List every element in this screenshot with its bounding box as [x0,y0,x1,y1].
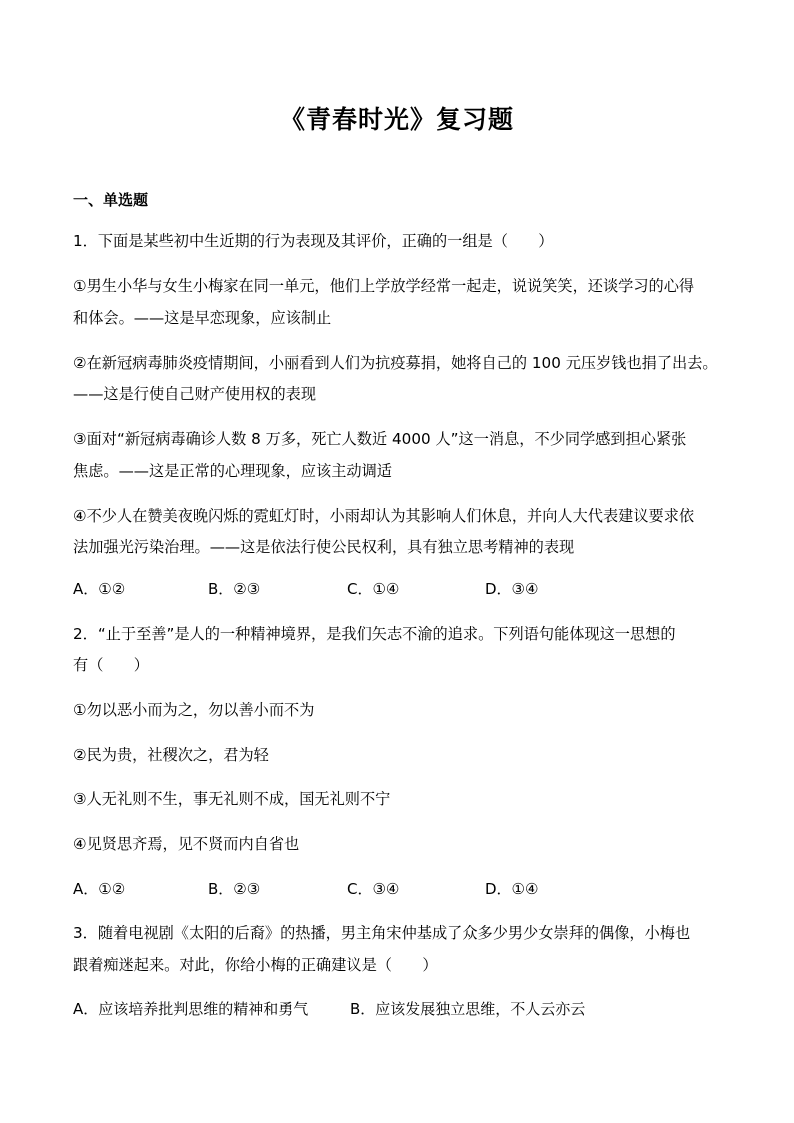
q1-option-c: C．①④ [347,580,400,598]
q1-item1-line1: ①男生小华与女生小梅家在同一单元，他们上学放学经常一起走，说说笑笑，还谈学习的心得 [73,277,695,295]
q3-stem-line1: 3．随着电视剧《太阳的后裔》的热播，男主角宋仲基成了众多少男少女崇拜的偶像，小梅也 [73,924,691,942]
q1-item1-line2: 和体会。——这是早恋现象，应该制止 [73,309,332,327]
q1-item3-line1: ③面对“新冠病毒确诊人数 8 万多，死亡人数近 4000 人”这一消息，不少同学感到担心紧张 [73,430,687,448]
q3-stem-line2: 跟着痴迷起来。对此，你给小梅的正确建议是（ ） [73,956,438,974]
q2-option-b: B．②③ [208,880,261,898]
q2-option-d: D．①④ [485,880,539,898]
q1-item3-line2: 焦虑。——这是正常的心理现象，应该主动调适 [73,462,392,480]
q1-stem: 1．下面是某些初中生近期的行为表现及其评价，正确的一组是（ ） [73,232,554,250]
q2-item2: ②民为贵，社稷次之，君为轻 [73,746,269,764]
q2-item1: ①勿以恶小而为之，勿以善小而不为 [73,701,315,719]
q1-option-a: A．①② [73,580,126,598]
q2-stem-line1: 2．“止于至善”是人的一种精神境界，是我们矢志不渝的追求。下列语句能体现这一思想的 [73,625,676,643]
q1-item4-line2: 法加强光污染治理。——这是依法行使公民权利，具有独立思考精神的表现 [73,538,575,556]
q3-option-b: B．应该发展独立思维，不人云亦云 [350,1000,586,1018]
q1-item2-line1: ②在新冠病毒肺炎疫情期间，小丽看到人们为抗疫募捐，她将自己的 100 元压岁钱也捐了出去。 [73,354,718,372]
q2-option-a: A．①② [73,880,126,898]
section-heading: 一、单选题 [73,191,149,209]
q3-option-a: A．应该培养批判思维的精神和勇气 [73,1000,309,1018]
q1-item2-line2: ——这是行使自己财产使用权的表现 [73,385,316,403]
q2-item3: ③人无礼则不生，事无礼则不成，国无礼则不宁 [73,790,391,808]
q2-item4: ④见贤思齐焉，见不贤而内自省也 [73,835,300,853]
q1-option-b: B．②③ [208,580,261,598]
q2-stem-line2: 有（ ） [73,656,149,674]
q1-option-d: D．③④ [485,580,539,598]
document-title: 《青春时光》复习题 [279,105,514,134]
q2-option-c: C．③④ [347,880,400,898]
q1-item4-line1: ④不少人在赞美夜晚闪烁的霓虹灯时，小雨却认为其影响人们休息，并向人大代表建议要求依 [73,507,695,525]
